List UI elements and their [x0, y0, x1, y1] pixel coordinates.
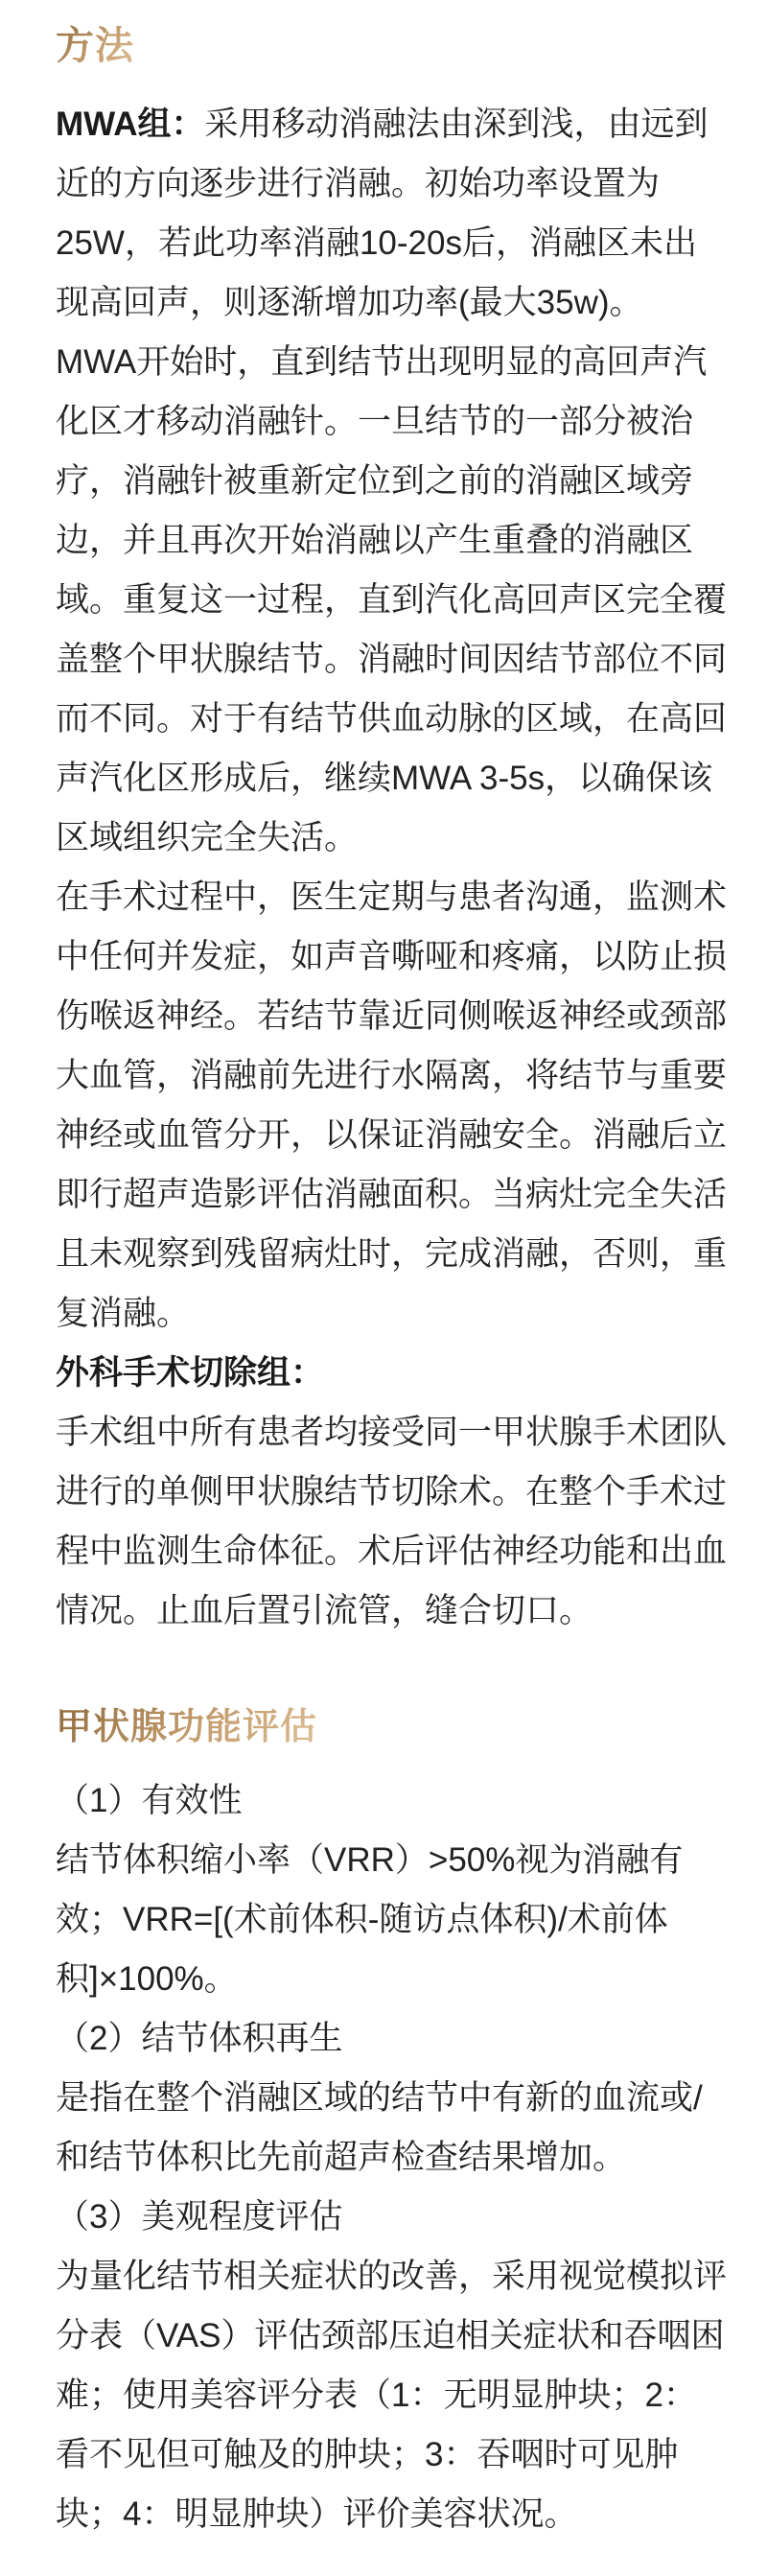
- paragraph-surgery-group-title: 外科手术切除组：: [56, 1354, 325, 1392]
- item-3-text: 为量化结节相关症状的改善，采用视觉模拟评分表（VAS）评估颈部压迫相关症状和吞咽困难；使用美容评分表（1：无明显肿块；2：看不见但可触及的肿块；3：吞咽时可见肿块；4：明显肿块）评价美容状况。: [56, 2258, 728, 2533]
- paragraph-mwa-procedure: MWA开始时，直到结节出现明显的高回声汽化区才移动消融针。一旦结节的一部分被治疗，消融针被重新定位到之前的消融区域旁边，并且再次开始消融以产生重叠的消融区域。重复这一过程，直到汽化高回声区完全覆盖整个甲状腺结节。消融时间因结节部位不同而不同。对于有结节供血动脉的区域，在高回声汽化区形成后，继续MWA 3-5s，以确保该区域组织完全失活。: [56, 343, 728, 856]
- section-heading-methods: 方法: [56, 21, 134, 71]
- item-1-title: （1）有效性: [56, 1782, 243, 1819]
- mwa-group-text: 采用移动消融法由深到浅，由远到近的方向逐步进行消融。初始功率设置为25W，若此功率消融10-20s后，消融区未出现高回声，则逐渐增加功率(最大35w)。: [56, 105, 709, 321]
- item-1-text: 结节体积缩小率（VRR）>50%视为消融有效；VRR=[(术前体积-随访点体积)/术前体积]×100%。: [56, 1841, 684, 1998]
- paragraph-monitoring: 在手术过程中，医生定期与患者沟通，监测术中任何并发症，如声音嘶哑和疼痛，以防止损伤喉返神经。若结节靠近同侧喉返神经或颈部大血管，消融前先进行水隔离，将结节与重要神经或血管分开，以保证消融安全。消融后立即行超声造影评估消融面积。当病灶完全失活且未观察到残留病灶时，完成消融，否则，重复消融。: [56, 878, 728, 1332]
- paragraph-mwa-group: [56, 95, 727, 333]
- mwa-group-label: MWA组：: [56, 105, 205, 143]
- item-2-text: 是指在整个消融区域的结节中有新的血流或/和结节体积比先前超声检查结果增加。: [56, 2079, 703, 2176]
- item-2-title: （2）结节体积再生: [56, 2020, 343, 2057]
- section-heading-thyroid-eval: 甲状腺功能评估: [56, 1703, 317, 1751]
- paragraph-surgery-group: 手术组中所有患者均接受同一甲状腺手术团队进行的单侧甲状腺结节切除术。在整个手术过程中监测生命体征。术后评估神经功能和出血情况。止血后置引流管，缝合切口。: [56, 1414, 728, 1629]
- item-3-title: （3）美观程度评估: [56, 2198, 343, 2236]
